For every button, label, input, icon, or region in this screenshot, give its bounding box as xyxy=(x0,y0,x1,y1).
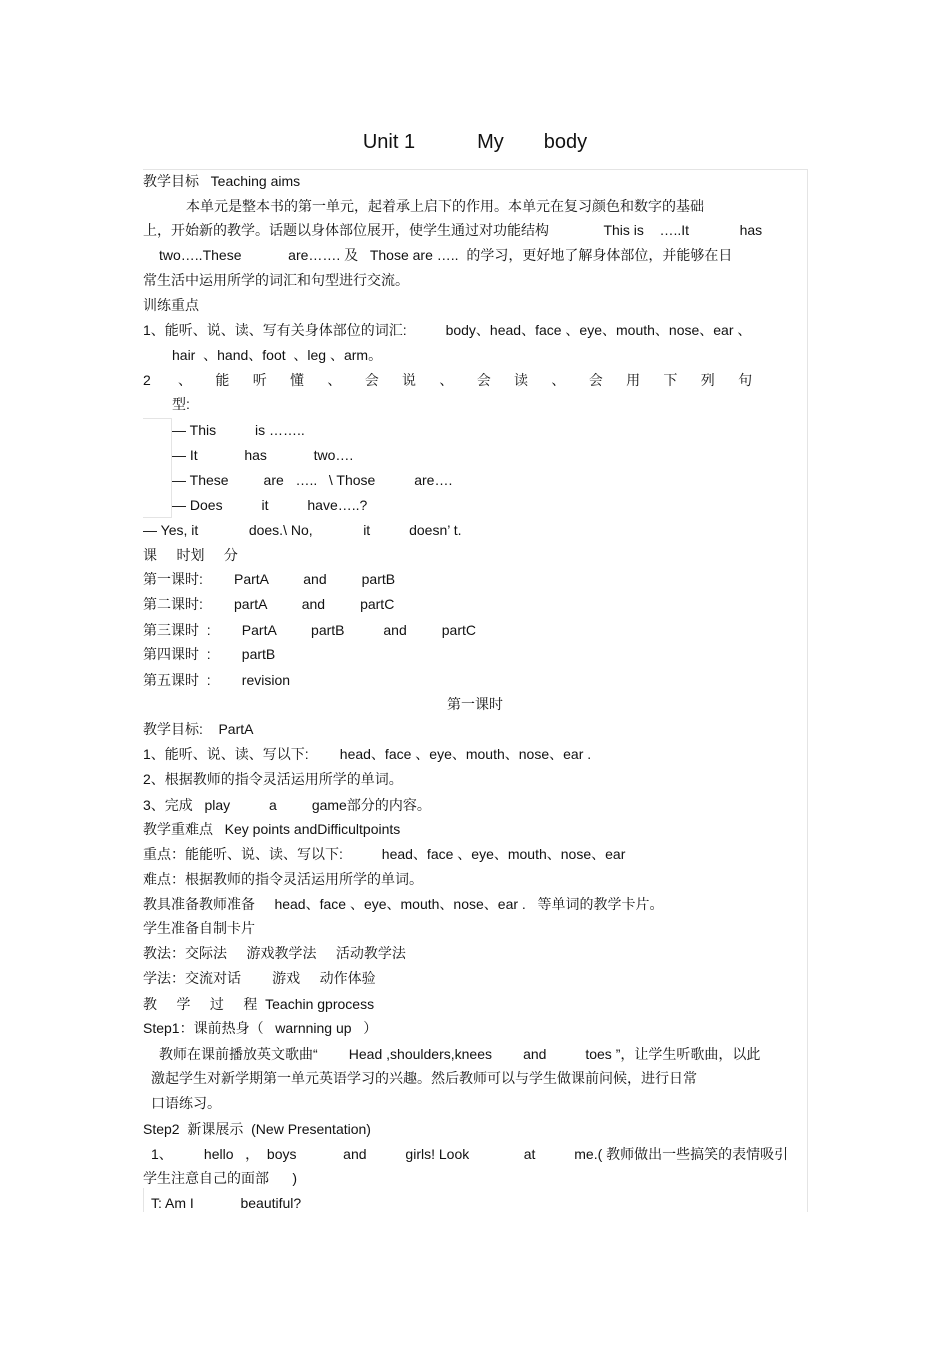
lesson-schedule-row: 第三课时 : PartA partB and partC xyxy=(143,622,476,638)
paragraph-line: 教具准备教师准备 head、face 、eye、mouth、nose、ear . 等单词的教学卡片。 xyxy=(143,896,664,912)
paragraph-line: 口语练习。 xyxy=(151,1095,221,1111)
paragraph-line: two…..These are……. 及 Those are ….. 的学习，更好地了解身体部位，并能够在日 xyxy=(159,247,733,263)
paragraph-line: T: Am I beautiful? xyxy=(151,1195,302,1211)
sentence-pattern: — This is …….. xyxy=(172,422,305,438)
title-my: My xyxy=(477,131,504,153)
paragraph-line: 教学重难点 Key points andDifficultpoints xyxy=(143,821,401,837)
title-body: body xyxy=(543,131,588,153)
paragraph-line: 教师在课前播放英文歌曲“ Head ,shoulders,knees and toes ”，让学生听歌曲，以此 xyxy=(159,1046,761,1062)
list-item: hair 、hand、foot 、leg 、arm。 xyxy=(172,347,383,363)
sentence-pattern: — Does it have…..? xyxy=(172,497,368,513)
sentence-pattern-cell xyxy=(143,418,172,518)
paragraph-line: 教法：交际法 游戏教学法 活动教学法 xyxy=(143,945,406,961)
training-focus-heading: 训练重点 xyxy=(143,297,199,313)
lesson-one-heading: 第一课时 xyxy=(447,696,503,712)
teaching-aims-heading: 教学目标 Teaching aims xyxy=(143,173,301,189)
paragraph-line: 学生注意自己的面部 ) xyxy=(143,1170,297,1186)
paragraph-line: 学法：交流对话 游戏 动作体验 xyxy=(143,970,376,986)
list-item: 1、能听、说、读、写有关身体部位的词汇: body、head、face 、eye、mouth、nose、ear 、 xyxy=(143,322,752,338)
paragraph-line: 教学目标: PartA xyxy=(143,721,254,737)
lesson-schedule-row: 第四课时 : partB xyxy=(143,646,276,662)
paragraph-line: 本单元是整本书的第一单元，起着承上启下的作用。本单元在复习颜色和数字的基础 xyxy=(186,198,704,214)
list-item: 2 、 能 听 懂 、 会 说 、 会 读 、 会 用 下 列 句 xyxy=(143,372,753,388)
lesson-schedule-row: 第一课时: PartA and partB xyxy=(143,571,396,587)
step-heading: Step2 新课展示 (New Presentation) xyxy=(143,1121,371,1137)
step-heading: Step1：课前热身（ warnning up ） xyxy=(143,1020,378,1036)
paragraph-line: 难点：根据教师的指令灵活运用所学的单词。 xyxy=(143,871,423,887)
list-item: 3、完成 play a game部分的内容。 xyxy=(143,797,431,813)
paragraph-line: 重点：能能听、说、读、写以下: head、face 、eye、mouth、nose、ear xyxy=(143,846,626,862)
paragraph-line: 激起学生对新学期第一单元英语学习的兴趣。然后教师可以与学生做课前问候，进行日常 xyxy=(151,1070,697,1086)
list-item: 型: xyxy=(172,396,190,412)
sentence-pattern: — These are ….. \ Those are…. xyxy=(172,472,453,488)
table-border-left xyxy=(143,1188,144,1212)
title-unit: Unit 1 xyxy=(362,131,416,153)
table-border-right xyxy=(807,169,808,1212)
document-title xyxy=(0,131,950,154)
paragraph-line: 上，开始新的教学。话题以身体部位展开，使学生通过对功能结构 This is …..It has xyxy=(143,222,763,238)
lesson-schedule-heading: 课 时划 分 xyxy=(143,547,238,563)
list-item: 2、根据教师的指令灵活运用所学的单词。 xyxy=(143,771,403,787)
sentence-pattern: — It has two…. xyxy=(172,447,354,463)
list-item: 1、能听、说、读、写以下: head、face 、eye、mouth、nose、ear . xyxy=(143,746,592,762)
paragraph-line: 学生准备自制卡片 xyxy=(143,920,255,936)
paragraph-line: 常生活中运用所学的词汇和句型进行交流。 xyxy=(143,272,409,288)
lesson-schedule-row: 第五课时 : revision xyxy=(143,672,291,688)
lesson-schedule-row: 第二课时: partA and partC xyxy=(143,596,395,612)
sentence-pattern: — Yes, it does.\ No, it doesn’ t. xyxy=(143,522,462,538)
table-border-top xyxy=(143,169,807,170)
paragraph-line: 1、 hello ， boys and girls! Look at me.( 教师做出一些搞笑的表情吸引 xyxy=(151,1146,789,1162)
teaching-process-heading: 教 学 过 程 Teachin gprocess xyxy=(143,996,375,1012)
